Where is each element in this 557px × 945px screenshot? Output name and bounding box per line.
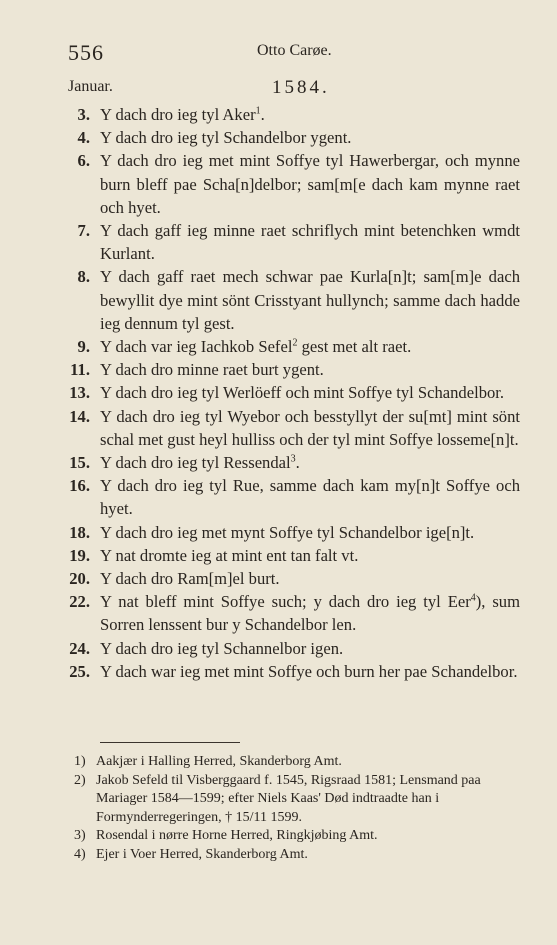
- diary-entry: [60, 381, 520, 404]
- entry-text: [100, 126, 520, 149]
- entry-text-main: Y dach war ieg met mint Soffye och burn her pae Schandelbor.: [100, 661, 518, 681]
- entry-text-tail: .: [295, 453, 300, 473]
- entry-day: 24.: [69, 638, 90, 658]
- footnote-ref: 4: [470, 592, 476, 604]
- entry-text-main: Y dach dro ieg met mint Soffye tyl Hawerbergar, och mynne burn bleff pae Scha[n]delbor; sam[m[e dach kam mynne raet och hyet.: [100, 151, 520, 217]
- diary-entry: [60, 660, 520, 683]
- entry-day: 14.: [69, 406, 90, 426]
- entry-text-tail: .: [260, 105, 265, 124]
- diary-entry: [60, 637, 520, 660]
- footnote-rule: [100, 742, 240, 743]
- month-label: Januar.: [68, 78, 113, 95]
- diary-entry: [60, 335, 520, 358]
- entry-day: 19.: [69, 545, 90, 565]
- entry-text: [100, 149, 520, 219]
- entry-text-main: Y dach gaff raet mech schwar pae Kurla[n]t; sam[m]e dach bewyllit dye mint sönt Crisstyant hullynch; samme dach hadde ieg dennum tyl gest.: [100, 267, 520, 333]
- entry-text-main: Y nat bleff mint Soffye such; y dach dro ieg tyl Eer: [100, 592, 471, 612]
- diary-entry: [60, 521, 520, 544]
- diary-entry: [60, 358, 520, 381]
- entry-day: 3.: [77, 105, 90, 124]
- footnote-text: Ejer i Voer Herred, Skanderborg Amt.: [96, 846, 308, 862]
- footnote-text: Aakjær i Halling Herred, Skanderborg Amt.: [96, 754, 342, 769]
- entry-day: 13.: [69, 383, 90, 403]
- running-head: Otto Carøe.: [257, 42, 332, 59]
- entry-text-tail: ), sum Sorren lenssent bur y Schandelbor len.: [100, 592, 521, 635]
- diary-entry: [60, 590, 520, 636]
- entry-text-tail: gest met alt raet.: [297, 337, 412, 357]
- entry-day: 20.: [69, 569, 90, 589]
- diary-entries: [60, 103, 520, 683]
- entry-day: 6.: [77, 151, 90, 171]
- entry-day: 25.: [69, 661, 90, 681]
- entry-day: 16.: [69, 476, 90, 496]
- footnote-mark: 1): [74, 754, 86, 769]
- entry-text: [100, 474, 520, 520]
- entry-day: 7.: [77, 221, 90, 241]
- entry-text: [100, 335, 520, 358]
- entry-text-main: Y dach dro minne raet burt ygent.: [100, 360, 324, 380]
- entry-text: [100, 637, 520, 660]
- entry-day: 22.: [69, 592, 90, 612]
- entry-text-main: Y dach var ieg Iachkob Sefel: [100, 337, 293, 357]
- footnote: [74, 772, 520, 828]
- entry-day: 15.: [69, 453, 90, 473]
- entry-text-main: Y dach dro ieg met mynt Soffye tyl Schandelbor ige[n]t.: [100, 522, 475, 542]
- diary-entry: [60, 405, 520, 451]
- entry-text-main: Y dach dro ieg tyl Ressendal: [100, 453, 291, 473]
- entry-text: [100, 660, 520, 683]
- entry-day: 8.: [77, 267, 90, 287]
- diary-entry: [60, 567, 520, 590]
- entry-text: [100, 451, 520, 474]
- footnote-text: Jakob Sefeld til Visberggaard f. 1545, Rigsraad 1581; Lensmand paa Mariager 1584—1599; efter Niels Kaas' Død indtraadte han i Formynderregeringen, † 15/11 1599.: [96, 772, 481, 825]
- entry-day: 4.: [77, 128, 90, 148]
- footnote-ref: 3: [290, 453, 296, 465]
- entry-text-main: Y dach dro ieg tyl Wyebor och besstyllyt der su[mt] mint sönt schal met gust heyl hulliss och der tyl mint Soffye losseme[n]t.: [100, 406, 520, 449]
- section-heading: [66, 78, 517, 106]
- entry-text: [100, 405, 520, 451]
- diary-entry: [60, 544, 520, 567]
- entry-text: [100, 381, 520, 404]
- footnote-mark: 3): [74, 828, 86, 844]
- entry-text: [100, 103, 520, 126]
- page-header: [60, 40, 517, 70]
- entry-text: [100, 219, 520, 265]
- year-label: 1584.: [272, 77, 330, 98]
- footnote: [74, 827, 520, 846]
- entry-text-main: Y dach gaff ieg minne raet schriflych mint betenchken wmdt Kurlant.: [100, 221, 520, 264]
- footnote: [74, 753, 520, 772]
- footnote: [74, 846, 520, 865]
- diary-entry: [60, 149, 520, 219]
- footnote-mark: 2): [74, 772, 86, 788]
- entry-day: 18.: [69, 522, 90, 542]
- diary-entry: [60, 103, 520, 126]
- footnote-mark: 4): [74, 846, 86, 862]
- diary-entry: [60, 474, 520, 520]
- entry-text-main: Y dach dro ieg tyl Werlöeff och mint Soffye tyl Schandelbor.: [100, 383, 505, 403]
- entry-text-main: Y dach dro ieg tyl Rue, samme dach kam my[n]t Soffye och hyet.: [100, 476, 520, 519]
- footnote-ref: 1: [255, 105, 261, 117]
- diary-entry: [60, 451, 520, 474]
- footnote-text: Rosendal i nørre Horne Herred, Ringkjøbing Amt.: [96, 828, 378, 844]
- entry-text: [100, 358, 520, 381]
- entry-text: [100, 567, 520, 590]
- entry-text: [100, 590, 520, 636]
- footnote-ref: 2: [292, 337, 298, 349]
- entry-text: [100, 544, 520, 567]
- diary-entry: [60, 126, 520, 149]
- entry-text-main: Y dach dro ieg tyl Aker: [100, 105, 256, 124]
- entry-text: [100, 521, 520, 544]
- entry-text-main: Y dach dro Ram[m]el burt.: [100, 569, 280, 589]
- entry-day: 9.: [77, 337, 90, 357]
- footnotes: [74, 753, 520, 865]
- entry-text-main: Y dach dro ieg tyl Schandelbor ygent.: [100, 128, 352, 148]
- diary-entry: [60, 219, 520, 265]
- diary-entry: [60, 265, 520, 335]
- entry-text: [100, 265, 520, 335]
- entry-day: 11.: [70, 360, 90, 380]
- entry-text-main: Y nat dromte ieg at mint ent tan falt vt.: [100, 545, 359, 565]
- entry-text-main: Y dach dro ieg tyl Schannelbor igen.: [100, 638, 344, 658]
- page-number: 556: [68, 40, 104, 65]
